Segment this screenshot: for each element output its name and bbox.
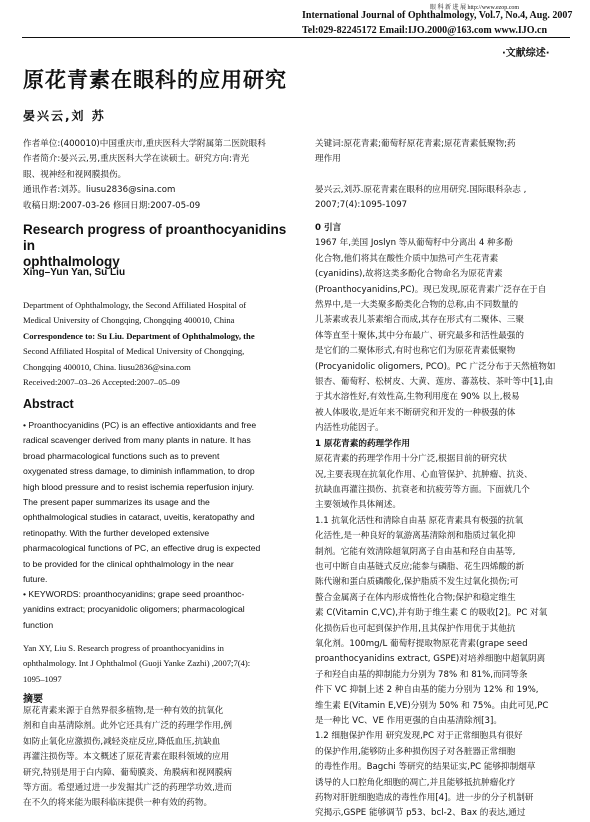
abstract-cn-line: 原花青素来源于自然界很多植物,是一种有效的抗氧化 bbox=[23, 706, 224, 716]
author-info-line: 收稿日期:2007-03-26 修回日期:2007-05-09 bbox=[23, 200, 201, 211]
body-line: (Proanthocyanidins,PC)。现已发现,原花青素广泛存在于自 bbox=[315, 284, 547, 295]
abstract-cn-line: 剂和自由基清除剂。此外它还具有广泛的药理学作用,例 bbox=[23, 721, 232, 732]
body-line: 的保护作用,能够防止多种损伤因子对各脏器正常细胞 bbox=[315, 746, 516, 757]
author-info-line: 眼、视神经和视网膜损伤。 bbox=[23, 169, 127, 180]
body-line: proanthocyanidins extract, GSPE)对培养细胞中超氧阴离 bbox=[315, 654, 546, 665]
body-line: 1967 年,美国 Joslyn 等从葡萄籽中分离出 4 种多酚 bbox=[315, 238, 513, 249]
citation-cn-line: 2007;7(4):1095-1097 bbox=[315, 200, 408, 211]
abstract-line: high blood pressure and to resist ischemia reperfusion injury. bbox=[23, 481, 255, 492]
body-line: 药物对肝脏细胞造成的毒性作用[4]。进一步的分子机制研 bbox=[315, 793, 534, 804]
body-line: 维生素 E(Vitamin E,VE)分别为 50% 和 75%。由此可见,PC bbox=[315, 700, 549, 711]
title-cn: 原花青素在眼科的应用研究 bbox=[23, 68, 287, 92]
section-heading: 1 原花青素的药理学作用 bbox=[315, 438, 410, 449]
en-title-line: ophthalmology bbox=[23, 254, 120, 269]
abstract-line: oxygenated stress damage, to diminish inflammation, to drop bbox=[23, 466, 255, 477]
abstract-cn-heading: 摘要 bbox=[23, 694, 43, 705]
abstract-cn-line: 研究,特别是用于白内障、葡萄膜炎、角膜病和视网膜病 bbox=[23, 767, 232, 778]
affil-line: Medical University of Chongqing, Chongqing 400010, China bbox=[23, 315, 235, 326]
abstract-line: • Proanthocyanidins (PC) is an effective antioxidants and free bbox=[23, 420, 257, 430]
body-line: 被人体吸收,是近年来不断研究和开发的一种极强的体 bbox=[315, 407, 516, 418]
abstract-cn-line: 等方面。希望通过进一步发掘其广泛的药理学功效,进而 bbox=[23, 783, 232, 794]
keywords-cn bbox=[315, 137, 570, 168]
abstract-line: retinopathy. With the further developed extensive bbox=[23, 527, 210, 538]
abstract-line: future. bbox=[23, 574, 48, 585]
body-line: (cyanidins),故将这类多酚化合物命名为原花青素 bbox=[315, 269, 503, 280]
body-line: 原花青素的药理学作用十分广泛,根据目前的研究状 bbox=[315, 454, 507, 465]
en-citation bbox=[23, 641, 291, 687]
body-line: 况,主要表现在抗氧化作用、心血管保护、抗肿瘤、抗炎、 bbox=[315, 469, 533, 480]
abstract-cn-line: 在不久的将来能为眼科临床提供一种有效的药物。 bbox=[23, 798, 213, 809]
affil-line: Second Affiliated Hospital of Medical University of Chongqing, bbox=[23, 346, 245, 357]
abstract-line: The present paper summarizes its usage and the bbox=[23, 497, 210, 508]
body-line: 于其水溶性好,有效性高,生物利用度在 90% 以上,极易 bbox=[315, 392, 520, 403]
en-title-line: Research progress of proanthocyanidins in bbox=[23, 222, 287, 253]
abstract-line: to be provided for the clinical ophthalmology in the near bbox=[23, 558, 234, 569]
citation-line: ophthalmology. Int J Ophthalmol (Guoji Yanke Zazhi) ,2007;7(4): bbox=[23, 658, 251, 669]
body-line: 陈代谢和蛋白质磷酸化,保护脂质不发生过氧化损伤;可 bbox=[315, 577, 519, 588]
body-line: 也可中断自由基链式反应;能参与磷脂、花生四烯酸的新 bbox=[315, 561, 525, 572]
abstract-line: ophthalmological studies in cataract, uveitis, keratopathy and bbox=[23, 512, 255, 523]
body-line: 银杏、葡萄籽、松树皮、大黄、莲房、蕃荔枝、茶叶等中[1],由 bbox=[315, 377, 554, 388]
citation-line: Yan XY, Liu S. Research progress of proanthocyanidins in bbox=[23, 643, 224, 653]
body-line: 诱导的人口腔角化细胞的凋亡,并且能够抵抗肿瘤化疗 bbox=[315, 777, 516, 788]
body-line: (Procyanidolic oligomers, PCO)。PC 广泛分布于天然植物如 bbox=[315, 361, 556, 372]
abstract-heading: Abstract bbox=[23, 397, 74, 411]
en-authors: Xing–Yun Yan, Su Liu bbox=[23, 267, 126, 278]
header-contact-line: Tel:029-82245172 Email:IJO.2000@163.com www.IJO.cn bbox=[302, 25, 548, 36]
body-line: 抗缺血再灌注损伤、抗衰老和抗疲劳等方面。下面就几个 bbox=[315, 484, 530, 495]
body-line: 化活性,是一种良好的氧游离基清除剂和脂质过氧化抑 bbox=[315, 531, 516, 542]
abstract-line: radical scavenger derived from many plants in nature. It has bbox=[23, 435, 251, 446]
author-info-line: 通讯作者:刘苏。liusu2836@sina.com bbox=[23, 185, 176, 196]
abstract-line: pharmacological functions of PC, an effective drug is expected bbox=[23, 543, 261, 554]
citation-cn bbox=[315, 183, 570, 214]
body-line: 1.1 抗氧化活性和清除自由基 原花青素具有极强的抗氧 bbox=[315, 515, 524, 526]
body-line: 究揭示,GSPE 能够调节 p53、bcl-2、Bax 的表达,通过 bbox=[315, 808, 526, 819]
authors-cn: 晏兴云,刘 苏 bbox=[23, 109, 106, 123]
body-line: 1.2 细胞保护作用 研究发现,PC 对于正常细胞具有很好 bbox=[315, 731, 523, 742]
header-tiny: 眼 科 新 进 展 http://www.ezop.com bbox=[430, 5, 520, 11]
abstract-cn-body bbox=[23, 704, 291, 812]
keywords-cn-line: 理作用 bbox=[315, 154, 341, 165]
body-line: 子和羟自由基的抑制能力分别为 78% 和 81%,而同等条 bbox=[315, 669, 528, 680]
en-affiliation bbox=[23, 298, 293, 390]
affil-line: Department of Ophthalmology, the Second Affiliated Hospital of bbox=[23, 300, 247, 310]
body-line: 化合物,他们将其在酸性介质中加热可产生花青素 bbox=[315, 253, 499, 264]
keywords-cn-line: 关键词:原花青素;葡萄籽原花青素;原花青素低聚物;药 bbox=[315, 139, 516, 149]
citation-cn-line: 晏兴云,刘苏.原花青素在眼科的应用研究.国际眼科杂志 , bbox=[315, 185, 527, 195]
body-line: 氧化剂。100mg/L 葡萄籽提取物原花青素(grape seed bbox=[315, 638, 528, 649]
body-line: 是一种比 VC、VE 作用更强的自由基清除剂[3]。 bbox=[315, 716, 502, 726]
header-journal-line: International Journal of Ophthalmology, Vol.7, No.4, Aug. 2007 bbox=[302, 10, 573, 21]
abstract-cn-line: 再灌注损伤等。本文概述了原花青素在眼科领域的应用 bbox=[23, 752, 230, 763]
keywords-line: yanidins extract; procyanidolic oligomers; pharmacological bbox=[23, 604, 245, 615]
body-line: 体等直至十聚体,其中分布最广、研究最多和活性最强的 bbox=[315, 330, 524, 341]
author-info-line: 作者简介:晏兴云,男,重庆医科大学在读硕士。研究方向:青光 bbox=[23, 154, 250, 165]
body-line: 然界中,是一大类聚多酚类化合物的总称,由不同数量的 bbox=[315, 300, 519, 311]
abstract-line: broad pharmacological functions such as to prevent bbox=[23, 450, 220, 461]
section-label: ·文献综述· bbox=[502, 48, 550, 59]
affil-line: Chongqing 400010, China. liusu2836@sina.com bbox=[23, 361, 191, 372]
body-line: 制剂。它能有效清除超氧阴离子自由基和羟自由基等, bbox=[315, 546, 516, 557]
author-info bbox=[23, 137, 293, 214]
body-line: 螯合金属离子在体内形成惰性化合物;保护和稳定维生 bbox=[315, 592, 516, 603]
section-heading: 0 引言 bbox=[315, 223, 342, 233]
affil-line: Received:2007–03–26 Accepted:2007–05–09 bbox=[23, 377, 180, 388]
en-title bbox=[23, 222, 298, 270]
body-line: 是它们的二聚体形式,有时也称它们为原花青素低聚物 bbox=[315, 346, 516, 357]
abstract-body bbox=[23, 418, 291, 587]
body-line: 的毒性作用。Bagchi 等研究的结果证实,PC 能够抑制烟草 bbox=[315, 762, 536, 773]
keywords-line: • KEYWORDS: proanthocyanidins; grape seed proanthoc- bbox=[23, 589, 245, 599]
affil-line: Correspondence to: Su Liu. Department of Ophthalmology, the bbox=[23, 330, 255, 341]
abstract-cn-line: 如防止氧化应激损伤,减轻炎症反应,降低血压,抗缺血 bbox=[23, 736, 221, 747]
body-line: 化损伤后也可起到保护作用,且其保护作用优于其他抗 bbox=[315, 623, 516, 634]
author-info-line: 作者单位:(400010)中国重庆市,重庆医科大学附属第二医院眼科 bbox=[23, 139, 266, 149]
body-line: 主要领域作具体阐述。 bbox=[315, 500, 401, 511]
body-line: 内活性功能因子。 bbox=[315, 423, 384, 434]
body-line: 儿茶素或表儿茶素缩合而成,其存在形式有二聚体、三聚 bbox=[315, 315, 524, 326]
citation-line: 1095–1097 bbox=[23, 673, 62, 684]
en-keywords bbox=[23, 587, 291, 633]
body-line: 素 C(Vitamin C,VC),并有助于维生素 C 的吸收[2]。PC 对氧 bbox=[315, 608, 548, 619]
body-line: 件下 VC 抑制上述 2 种自由基的能力分别为 12% 和 19%, bbox=[315, 685, 539, 696]
keywords-line: function bbox=[23, 619, 54, 630]
main-text bbox=[315, 221, 570, 822]
header-rule bbox=[22, 37, 570, 38]
